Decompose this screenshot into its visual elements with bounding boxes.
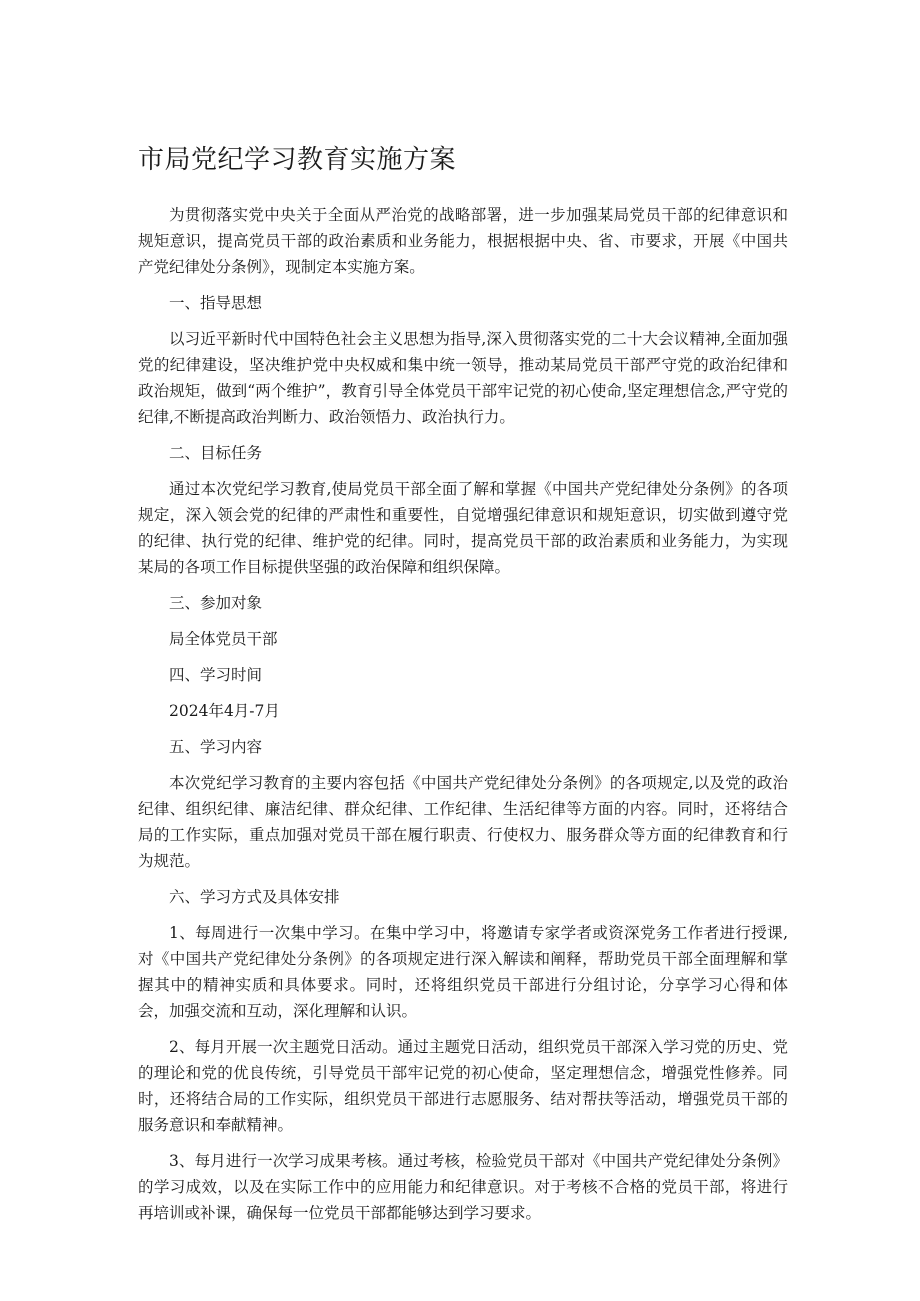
section-heading-study-time: 四、学习时间 xyxy=(169,666,263,684)
section-heading-study-content: 五、学习内容 xyxy=(169,738,263,756)
list-item: 2、每月开展一次主题党日活动。通过主题党日活动，组织党员干部深入学习党的历史、党的理论和党的优良传统，引导党员干部牢记党的初心使命，坚定理想信念，增强党性修养。同时，还将结合局的工作实际，组织党员干部进行志愿服务、结对帮扶等活动，增强党员干部的服务意识和奉献精神。 xyxy=(138,1038,788,1134)
list-item: 3、每月进行一次学习成果考核。通过考核，检验党员干部对《中国共产党纪律处分条例》的学习成效，以及在实际工作中的应用能力和纪律意识。对于考核不合格的党员干部，将进行再培训或补课，确保每一位党员干部都能够达到学习要求。 xyxy=(138,1152,788,1222)
section-heading-participants: 三、参加对象 xyxy=(169,594,263,612)
section-heading-objectives: 二、目标任务 xyxy=(169,444,263,462)
section-body-objectives: 通过本次党纪学习教育,使局党员干部全面了解和掌握《中国共产党纪律处分条例》的各项规定，深入领会党的纪律的严肃性和重要性，自觉增强纪律意识和规矩意识，切实做到遵守党的纪律、执行党的纪律、维护党的纪律。同时，提高党员干部的政治素质和业务能力，为实现某局的各项工作目标提供坚强的政治保障和组织保障。 xyxy=(138,480,788,576)
intro-paragraph: 为贯彻落实党中央关于全面从严治党的战略部署，进一步加强某局党员干部的纪律意识和规矩意识，提高党员干部的政治素质和业务能力，根据根据中央、省、市要求，开展《中国共产党纪律处分条例》，现制定本实施方案。 xyxy=(138,206,788,276)
section-heading-guiding-thought: 一、指导思想 xyxy=(169,294,263,312)
document-page xyxy=(138,140,788,1236)
section-body-study-time: 2024年4月-7月 xyxy=(169,702,280,720)
section-body-guiding-thought: 以习近平新时代中国特色社会主义思想为指导,深入贯彻落实党的二十大会议精神,全面加强党的纪律建设，坚决维护党中央权威和集中统一领导，推动某局党员干部严守党的政治纪律和政治规矩，做到“两个维护”，教育引导全体党员干部牢记党的初心使命,坚定理想信念,严守党的纪律,不断提高政治判断力、政治领悟力、政治执行力。 xyxy=(138,330,788,426)
list-item: 1、每周进行一次集中学习。在集中学习中，将邀请专家学者或资深党务工作者进行授课,对《中国共产党纪律处分条例》的各项规定进行深入解读和阐释，帮助党员干部全面理解和掌握其中的精神实质和具体要求。同时，还将组织党员干部进行分组讨论，分享学习心得和体会，加强交流和互动，深化理解和认识。 xyxy=(138,924,788,1020)
document-title: 市局党纪学习教育实施方案 xyxy=(138,145,457,175)
section-body-study-content: 本次党纪学习教育的主要内容包括《中国共产党纪律处分条例》的各项规定,以及党的政治纪律、组织纪律、廉洁纪律、群众纪律、工作纪律、生活纪律等方面的内容。同时，还将结合局的工作实际，重点加强对党员干部在履行职责、行使权力、服务群众等方面的纪律教育和行为规范。 xyxy=(138,774,788,870)
section-body-participants: 局全体党员干部 xyxy=(169,630,278,648)
section-heading-study-methods: 六、学习方式及具体安排 xyxy=(169,888,340,906)
